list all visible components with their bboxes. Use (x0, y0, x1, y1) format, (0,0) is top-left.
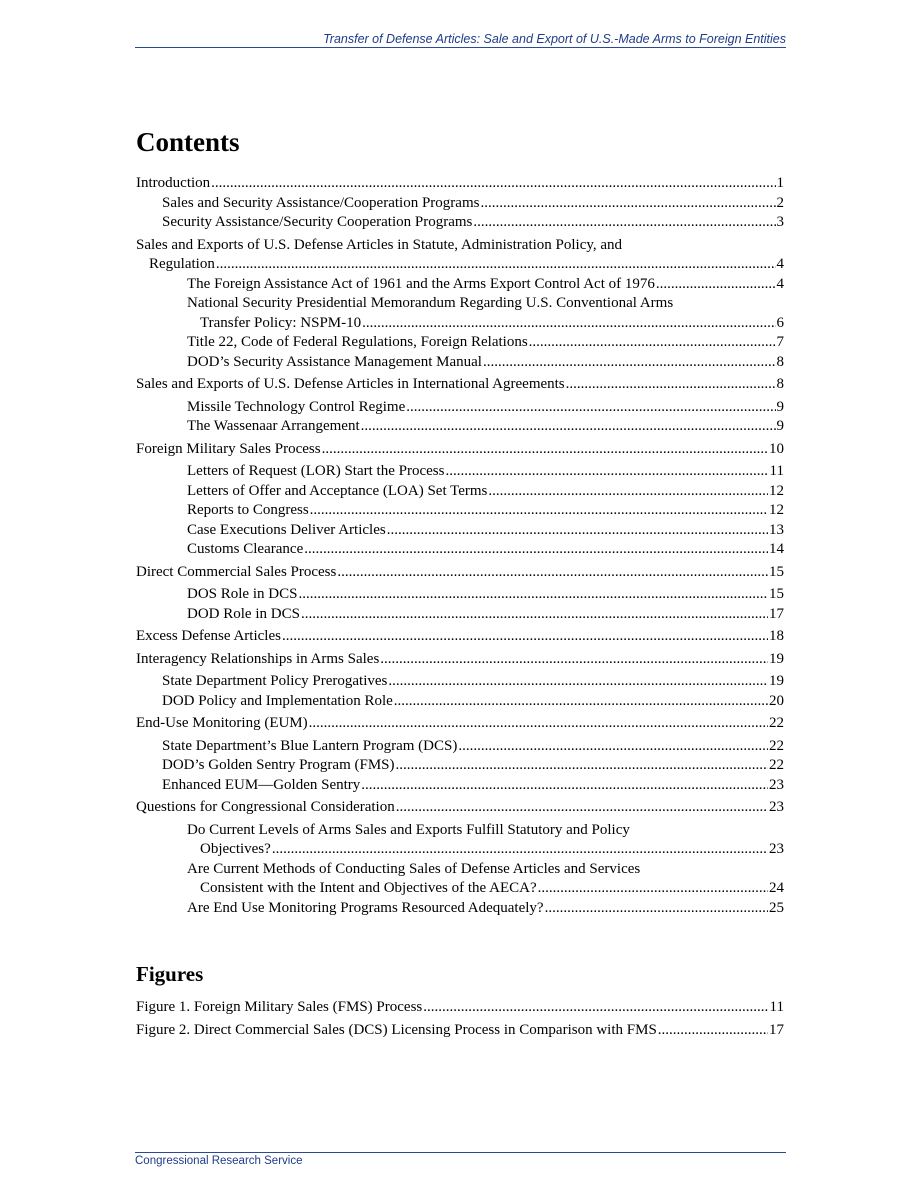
dot-leader (488, 482, 768, 502)
dot-leader (566, 375, 776, 395)
toc-entry-page: 22 (769, 757, 784, 773)
table-of-contents (136, 126, 784, 1040)
toc-entry-title: Missile Technology Control Regime (187, 398, 406, 415)
toc-entry-page: 18 (769, 628, 784, 644)
toc-entry-page: 19 (769, 673, 784, 689)
toc-entry-page: 25 (769, 899, 784, 916)
toc-entry-page: 9 (776, 418, 784, 434)
dot-leader (396, 756, 769, 776)
toc-entry-wassenaar[interactable] (136, 417, 784, 437)
toc-entry-page: 8 (776, 353, 784, 370)
toc-entry-page: 4 (776, 275, 784, 292)
dot-leader (458, 737, 768, 757)
toc-entry-title: Foreign Military Sales Process (136, 440, 321, 457)
toc-entry-continuation (136, 840, 784, 860)
toc-entry-page: 20 (769, 692, 784, 709)
toc-entry-page: 13 (769, 521, 784, 538)
page-footer: Congressional Research Service (135, 1152, 786, 1167)
toc-entry-title: Regulation (149, 256, 215, 272)
toc-entry-page: 12 (769, 482, 784, 499)
figure-entry-page: 17 (769, 1021, 784, 1038)
toc-entry-eum-resourced[interactable] (136, 899, 784, 919)
toc-entry-page: 9 (776, 398, 784, 415)
toc-entry-page: 11 (769, 463, 784, 479)
toc-entry-continuation (136, 314, 784, 334)
dot-leader (658, 1021, 768, 1041)
toc-entry-page: 7 (776, 334, 784, 350)
toc-entry-title-line1: Do Current Levels of Arms Sales and Exports Fulfill Statutory and Policy (187, 821, 630, 838)
toc-entry-page: 14 (769, 541, 784, 557)
toc-entry-title: The Foreign Assistance Act of 1961 and the Arms Export Control Act of 1976 (187, 275, 655, 292)
toc-entry-case-executions[interactable] (136, 521, 784, 541)
toc-entry-title: End-Use Monitoring (EUM) (136, 715, 308, 731)
toc-entry-security-cooperation-programs[interactable] (136, 213, 784, 233)
toc-entry-page: 12 (769, 502, 784, 518)
toc-entry-title: Customs Clearance (187, 541, 304, 557)
dot-leader (272, 840, 768, 860)
dot-leader (304, 540, 768, 560)
toc-entry-title: State Department Policy Prerogatives (162, 673, 388, 689)
dot-leader (337, 563, 768, 583)
dot-leader (211, 174, 775, 194)
dot-leader (473, 213, 775, 233)
dot-leader (387, 521, 768, 541)
toc-entry-nspm-10[interactable] (136, 294, 784, 333)
toc-entry-customs-clearance[interactable] (136, 540, 784, 560)
toc-entry-title: Title 22, Code of Federal Regulations, Foreign Relations (187, 334, 528, 350)
toc-entry-dod-role[interactable] (136, 605, 784, 625)
toc-entry-continuation (136, 879, 784, 899)
dot-leader (380, 650, 768, 670)
dot-leader (298, 585, 768, 605)
dot-leader (310, 501, 768, 521)
toc-entry-dcs-process[interactable] (136, 563, 784, 583)
toc-entry-page: 22 (769, 715, 784, 731)
toc-entry-page: 4 (776, 256, 784, 272)
figure-entry-1[interactable] (136, 998, 784, 1018)
toc-entry-page: 22 (769, 737, 784, 754)
dot-leader (362, 314, 775, 334)
dot-leader (309, 714, 768, 734)
toc-entry-title: DOD’s Golden Sentry Program (FMS) (162, 757, 395, 773)
toc-entry-title: Transfer Policy: NSPM-10 (200, 314, 362, 331)
dot-leader (423, 998, 768, 1018)
dot-leader (545, 899, 768, 919)
toc-entry-title: Questions for Congressional Consideration (136, 799, 395, 815)
dot-leader (445, 462, 768, 482)
toc-entry-title: Introduction (136, 175, 211, 191)
dot-leader (480, 194, 775, 214)
dot-leader (396, 798, 768, 818)
dot-leader (406, 398, 775, 418)
toc-entry-state-policy[interactable] (136, 672, 784, 692)
toc-entry-enhanced-eum[interactable] (136, 776, 784, 796)
toc-entry-questions[interactable] (136, 798, 784, 818)
toc-entry-blue-lantern[interactable] (136, 737, 784, 757)
toc-entry-title: Sales and Security Assistance/Cooperation Programs (162, 194, 480, 211)
toc-entry-title: Sales and Exports of U.S. Defense Articles in International Agreements (136, 376, 565, 392)
toc-entry-interagency[interactable] (136, 650, 784, 670)
toc-entry-page: 15 (769, 563, 784, 580)
toc-entry-title: Direct Commercial Sales Process (136, 563, 337, 580)
toc-entry-page: 19 (769, 650, 784, 667)
running-header: Transfer of Defense Articles: Sale and Export of U.S.-Made Arms to Foreign Entities (135, 32, 786, 48)
toc-entry-continuation (136, 255, 784, 275)
dot-leader (388, 672, 768, 692)
dot-leader (483, 353, 776, 373)
toc-entry-title: Case Executions Deliver Articles (187, 521, 386, 538)
toc-entry-reports-to-congress[interactable] (136, 501, 784, 521)
dot-leader (656, 275, 776, 295)
toc-entry-title: Letters of Offer and Acceptance (LOA) Set Terms (187, 482, 488, 499)
toc-entry-eum[interactable] (136, 714, 784, 734)
toc-entry-title: DOD Role in DCS (187, 605, 300, 622)
toc-entry-mtcr[interactable] (136, 398, 784, 418)
toc-entry-page: 1 (776, 175, 784, 191)
toc-entry-title: Letters of Request (LOR) Start the Process (187, 463, 445, 479)
figure-entry-title: Figure 2. Direct Commercial Sales (DCS) Licensing Process in Comparison with FMS (136, 1021, 657, 1038)
toc-entry-page: 15 (769, 586, 784, 602)
toc-entry-title: DOD’s Security Assistance Management Manual (187, 353, 482, 370)
toc-entry-page: 23 (769, 776, 784, 793)
toc-entry-title: DOS Role in DCS (187, 586, 298, 602)
toc-entry-sales-security-assistance[interactable] (136, 194, 784, 214)
toc-entry-title: Security Assistance/Security Cooperation Programs (162, 214, 473, 230)
dot-leader (322, 440, 768, 460)
figure-entry-2[interactable] (136, 1021, 784, 1041)
dot-leader (394, 692, 768, 712)
figure-entry-title: Figure 1. Foreign Military Sales (FMS) Process (136, 999, 423, 1015)
figures-section (136, 960, 784, 1040)
toc-entry-current-levels[interactable] (136, 821, 784, 860)
dot-leader (361, 776, 768, 796)
figure-entry-page: 11 (769, 999, 784, 1015)
toc-entry-international-agreements[interactable] (136, 375, 784, 395)
toc-entry-page: 23 (769, 841, 784, 857)
toc-entry-title: Are End Use Monitoring Programs Resourced Adequately? (187, 899, 544, 916)
toc-entry-current-methods[interactable] (136, 860, 784, 899)
figures-heading: Figures (136, 962, 204, 986)
toc-entry-title-line1: Sales and Exports of U.S. Defense Articles in Statute, Administration Policy, and (136, 236, 623, 253)
contents-heading: Contents (136, 127, 240, 157)
toc-entry-title: Enhanced EUM—Golden Sentry (162, 776, 361, 793)
toc-entry-title: State Department’s Blue Lantern Program (DCS) (162, 737, 458, 754)
toc-entry-dod-policy[interactable] (136, 692, 784, 712)
toc-entry-statute-policy-regulation[interactable] (136, 236, 784, 275)
dot-leader (301, 605, 768, 625)
toc-entry-page: 8 (776, 376, 784, 392)
dot-leader (216, 255, 776, 275)
toc-entry-page: 23 (769, 799, 784, 815)
toc-entry-title-line1: Are Current Methods of Conducting Sales of Defense Articles and Services (187, 860, 641, 877)
toc-entry-golden-sentry[interactable] (136, 756, 784, 776)
toc-entry-title: Objectives? (200, 841, 271, 857)
toc-entry-fms-process[interactable] (136, 440, 784, 460)
toc-entry-introduction[interactable] (136, 174, 784, 194)
toc-entry-dos-role[interactable] (136, 585, 784, 605)
toc-entry-title: Interagency Relationships in Arms Sales (136, 650, 380, 667)
contents-list (136, 174, 784, 918)
dot-leader (529, 333, 776, 353)
toc-entry-page: 3 (776, 214, 784, 230)
toc-entry-page: 2 (776, 194, 784, 211)
toc-entry-title: The Wassenaar Arrangement (187, 418, 360, 434)
toc-entry-page: 6 (776, 314, 784, 331)
toc-entry-lor[interactable] (136, 462, 784, 482)
toc-entry-loa[interactable] (136, 482, 784, 502)
toc-entry-excess-defense-articles[interactable] (136, 627, 784, 647)
toc-entry-title: Excess Defense Articles (136, 628, 281, 644)
toc-entry-title: Reports to Congress (187, 502, 309, 518)
toc-entry-title-22-cfr[interactable] (136, 333, 784, 353)
toc-entry-title-line1: National Security Presidential Memorandum Regarding U.S. Conventional Arms (187, 295, 674, 311)
toc-entry-title: DOD Policy and Implementation Role (162, 692, 393, 709)
dot-leader (538, 879, 768, 899)
dot-leader (282, 627, 768, 647)
toc-entry-faa-aeca[interactable] (136, 275, 784, 295)
toc-entry-samm[interactable] (136, 353, 784, 373)
toc-entry-page: 17 (769, 605, 784, 622)
toc-entry-page: 24 (769, 880, 784, 896)
dot-leader (361, 417, 776, 437)
toc-entry-page: 10 (769, 440, 784, 457)
toc-entry-title: Consistent with the Intent and Objectives of the AECA? (200, 880, 537, 896)
